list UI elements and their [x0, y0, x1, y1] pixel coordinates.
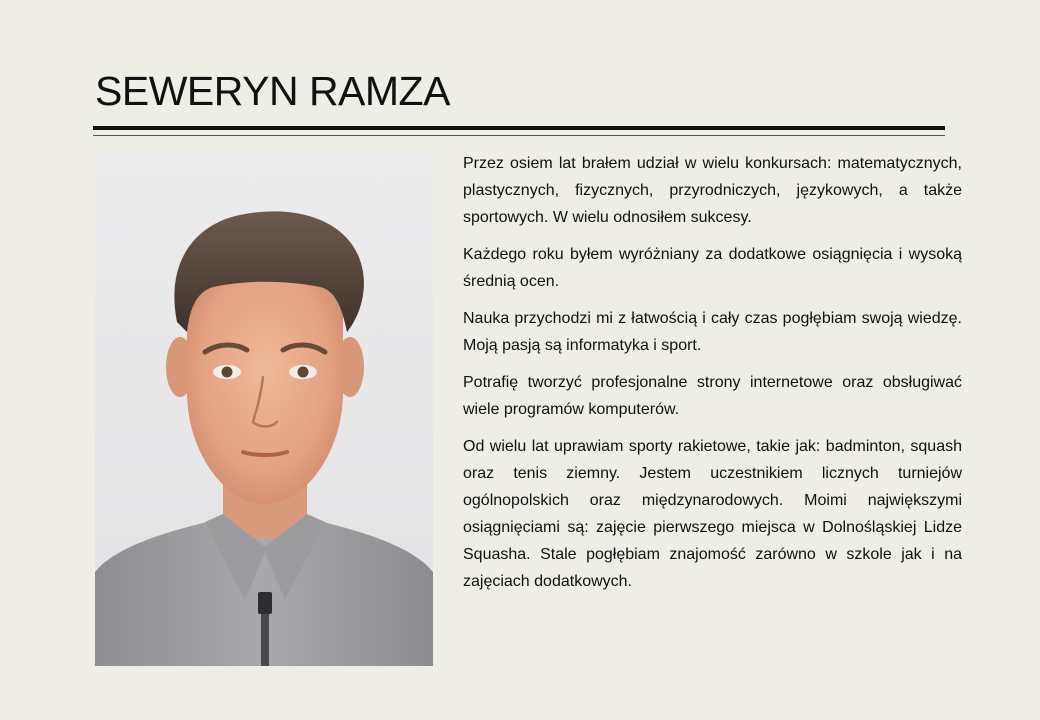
title-underline-thick — [93, 126, 945, 130]
bio-paragraph-competitions: Przez osiem lat brałem udział w wielu konkursach: matematycznych, plastycznych, fizycznych, przyrodniczych, językowych, a także sportowych. W wielu odnosiłem sukcesy. — [463, 155, 962, 226]
portrait-photo — [95, 152, 433, 666]
title-underline-thin — [93, 135, 945, 136]
bio-paragraph-awards: Każdego roku byłem wyróżniany za dodatkowe osiągnięcia i wysoką średnią ocen. — [463, 246, 962, 290]
bio-text — [463, 150, 962, 605]
bio-paragraph-sports: Od wielu lat uprawiam sporty rakietowe, takie jak: badminton, squash oraz tenis ziemny. Jestem uczestnikiem licznych turniejów ogólnopolskich oraz międzynarodowych. Moimi największymi osiągnięciami są: zajęcie pierwszego miejsca w Dolnośląskiej Lidze Squasha. Stale pogłębiam znajomość zarówno w szkole jak i na zajęciach dodatkowych. — [463, 438, 962, 590]
page-title: SEWERYN RAMZA — [95, 68, 450, 114]
bio-paragraph-learning: Nauka przychodzi mi z łatwością i cały czas pogłębiam swoją wiedzę. Moją pasją są informatyka i sport. — [463, 310, 962, 354]
bio-paragraph-skills: Potrafię tworzyć profesjonalne strony internetowe oraz obsługiwać wiele programów komputerów. — [463, 374, 962, 418]
